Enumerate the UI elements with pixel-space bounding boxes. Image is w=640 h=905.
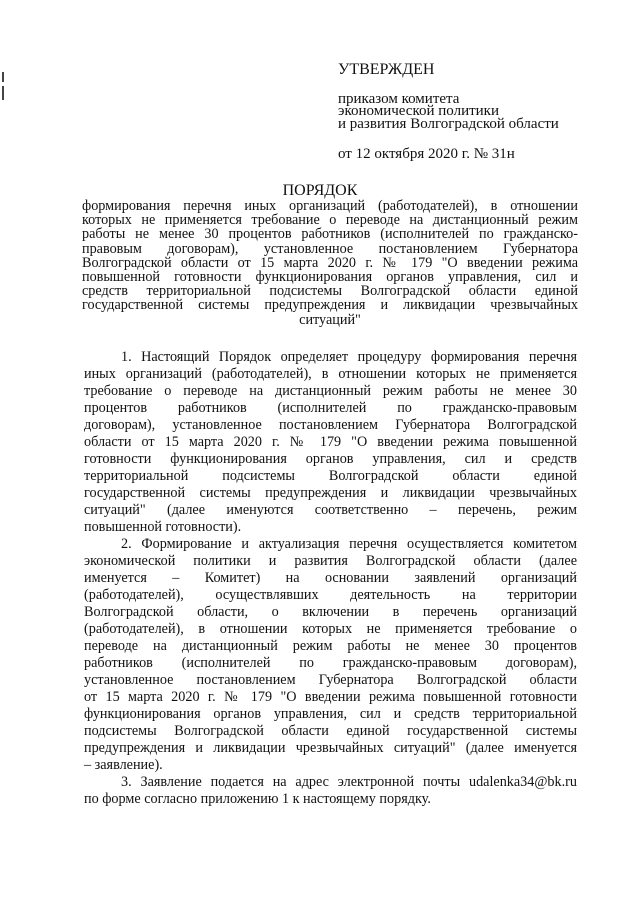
- paragraph-2-line: именуется – Комитет) на основании заявлений организаций: [84, 570, 577, 586]
- paragraph-2-line: функционирования органов управления, сил и средств территориальной: [84, 706, 577, 722]
- subtitle-line: ситуаций": [299, 311, 361, 328]
- subtitle-line: формирования перечня иных организаций (работодателей), в отношении: [82, 198, 578, 214]
- document-body: [84, 349, 577, 808]
- paragraph-2-line: предупреждения и ликвидации чрезвычайных ситуаций" (далее именуется: [84, 740, 577, 756]
- paragraph-1-line: области от 15 марта 2020 г. № 179 "О введении режима повышенной: [84, 434, 577, 450]
- paragraph-2-line: установленное постановлением Губернатора Волгоградской области: [84, 672, 577, 688]
- approval-title: УТВЕРЖДЕН: [338, 61, 435, 78]
- paragraph-2-line: (работодателей), в отношении которых не применяется требование о: [84, 621, 577, 637]
- paragraph-2-line: работников (исполнителей по гражданско-правовым договорам),: [84, 655, 577, 671]
- paragraph-2-line: от 15 марта 2020 г. № 179 "О введении режима повышенной готовности: [84, 689, 577, 705]
- paragraph-1-line: повышенной готовности).: [84, 519, 242, 535]
- paragraph-1-line: готовности функционирования органов управления, сил и средств: [84, 451, 577, 467]
- subtitle-line: средств территориальной подсистемы Волгоградской области единой: [82, 283, 578, 300]
- scan-edge-mark: [2, 86, 4, 100]
- paragraph-2-line: подсистемы Волгоградской области единой государственной системы: [84, 723, 577, 739]
- subtitle-line: повышенной готовности функционирования органов управления, сил и: [82, 269, 578, 286]
- document-title: ПОРЯДОК: [282, 182, 358, 199]
- paragraph-3-line: 3. Заявление подается на адрес электронной почты udalenka34@bk.ru: [121, 774, 577, 790]
- paragraph-2-line: переводе на дистанционный режим работы не менее 30 процентов: [84, 638, 577, 654]
- paragraph-1-line: процентов работников (исполнителей по гражданско-правовым: [84, 400, 577, 416]
- subtitle-line: которых не применяется требование о переводе на дистанционный режим: [82, 212, 578, 229]
- paragraph-1-line: 1. Настоящий Порядок определяет процедуру формирования перечня: [121, 349, 577, 365]
- paragraph-1-line: государственной системы предупреждения и ликвидации чрезвычайных: [84, 485, 577, 501]
- paragraph-1-line: требование о переводе на дистанционный режим работы не менее 30: [84, 383, 577, 399]
- subtitle-line: правовым договорам), установленное постановлением Губернатора: [82, 240, 578, 257]
- approval-line: экономической политики: [338, 103, 500, 119]
- paragraph-1-line: ситуаций" (далее именуются соответственно – перечень, режим: [84, 502, 577, 518]
- document-subtitle: [82, 199, 578, 327]
- paragraph-2-line: (работодателей), осуществлявших деятельность на территории: [84, 587, 577, 603]
- paragraph-1-line: иных организаций (работодателей), в отношении которых не применяется: [84, 366, 577, 382]
- paragraph-1-line: договорам), установленное постановлением Губернатора Волгоградской: [84, 417, 577, 433]
- approval-date: от 12 октября 2020 г. № 31н: [338, 146, 515, 162]
- subtitle-line: Волгоградской области от 15 марта 2020 г. № 179 "О введении режима: [82, 254, 578, 271]
- paragraph-2-line: экономической политики и развития Волгоградской области (далее: [84, 553, 577, 569]
- paragraph-3-line: по форме согласно приложению 1 к настоящему порядку.: [84, 791, 431, 807]
- approval-line: приказом комитета: [338, 91, 460, 107]
- subtitle-line: работы не менее 30 процентов работников (исполнителей по гражданско-: [82, 226, 578, 243]
- subtitle-line: государственной системы предупреждения и ликвидации чрезвычайных: [82, 297, 578, 314]
- paragraph-1-line: территориальной подсистемы Волгоградской области единой: [84, 468, 577, 484]
- paragraph-2-line: Волгоградской области, о включении в перечень организаций: [84, 604, 577, 620]
- approval-line: и развития Волгоградской области: [338, 116, 559, 132]
- scan-edge-mark: [2, 72, 4, 82]
- paragraph-2-line: 2. Формирование и актуализация перечня осуществляется комитетом: [121, 536, 577, 552]
- paragraph-2-line: – заявление).: [84, 757, 163, 773]
